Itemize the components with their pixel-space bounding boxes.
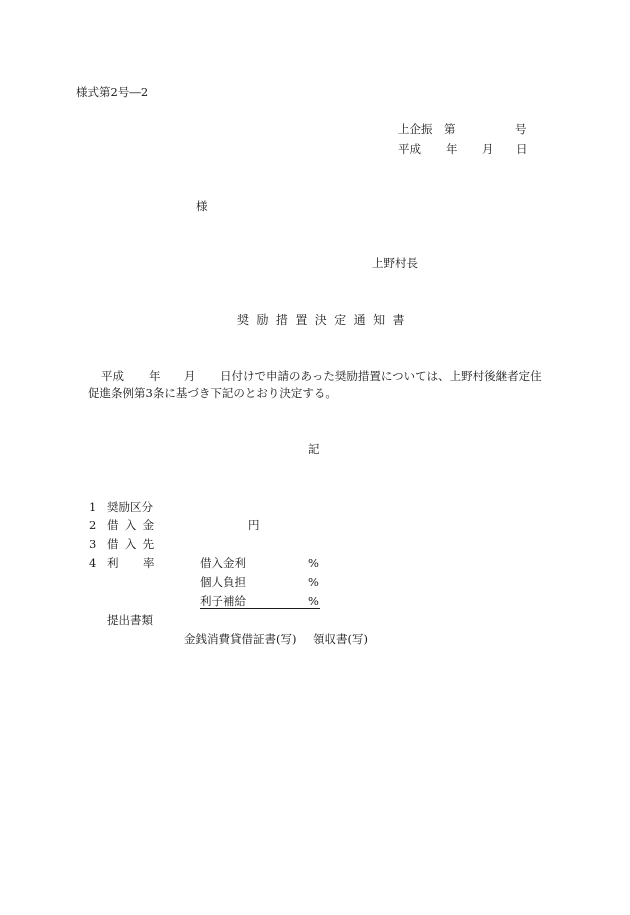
issuer: 上野村長 (372, 256, 418, 270)
body-month-unit: 月 (184, 369, 196, 383)
interest-subsidy-unit: % (308, 594, 319, 608)
documents-heading: 提出書類 (107, 613, 153, 627)
document-loan-certificate: 金銭消費貸借証書(写) (184, 632, 297, 646)
document-title: 奨励措置決定通知書 (237, 313, 412, 327)
doc-date-era: 平成 (398, 142, 421, 156)
item3-label: 借入先 (107, 537, 161, 551)
document-receipt: 領収書(写) (313, 632, 368, 646)
doc-date-day-unit: 日 (516, 142, 528, 156)
item2-number: 2 (89, 518, 97, 532)
item4-number: 4 (89, 556, 97, 570)
addressee-suffix: 様 (196, 199, 208, 213)
item1-label: 奨励区分 (107, 500, 153, 514)
borrow-rate-unit: % (308, 556, 319, 570)
borrow-rate-label: 借入金利 (200, 556, 246, 570)
doc-date-year-unit: 年 (446, 142, 458, 156)
item3-number: 3 (89, 537, 97, 551)
item1-number: 1 (89, 500, 97, 514)
doc-date-month-unit: 月 (482, 142, 494, 156)
personal-share-label: 個人負担 (200, 575, 246, 589)
doc-ref-prefix: 第 (444, 122, 456, 136)
form-number: 様式第2号―2 (76, 85, 149, 99)
item2-unit: 円 (248, 518, 260, 532)
body-year-unit: 年 (149, 369, 161, 383)
personal-share-unit: % (308, 575, 319, 589)
item4-label-b: 率 (143, 556, 155, 570)
body-line1-rest: 日付けで申請のあった奨励措置については、上野村後継者定住 (220, 369, 542, 383)
item2-label: 借入金 (107, 518, 161, 532)
body-era: 平成 (101, 369, 124, 383)
interest-subsidy-label: 利子補給 (200, 594, 246, 608)
ki-heading: 記 (308, 442, 320, 456)
interest-subsidy-underline (200, 608, 320, 609)
doc-ref-suffix: 号 (515, 122, 527, 136)
item4-label-a: 利 (107, 556, 119, 570)
doc-ref-label: 上企振 (398, 122, 433, 136)
body-line2: 促進条例第3条に基づき下記のとおり決定する。 (88, 386, 337, 400)
